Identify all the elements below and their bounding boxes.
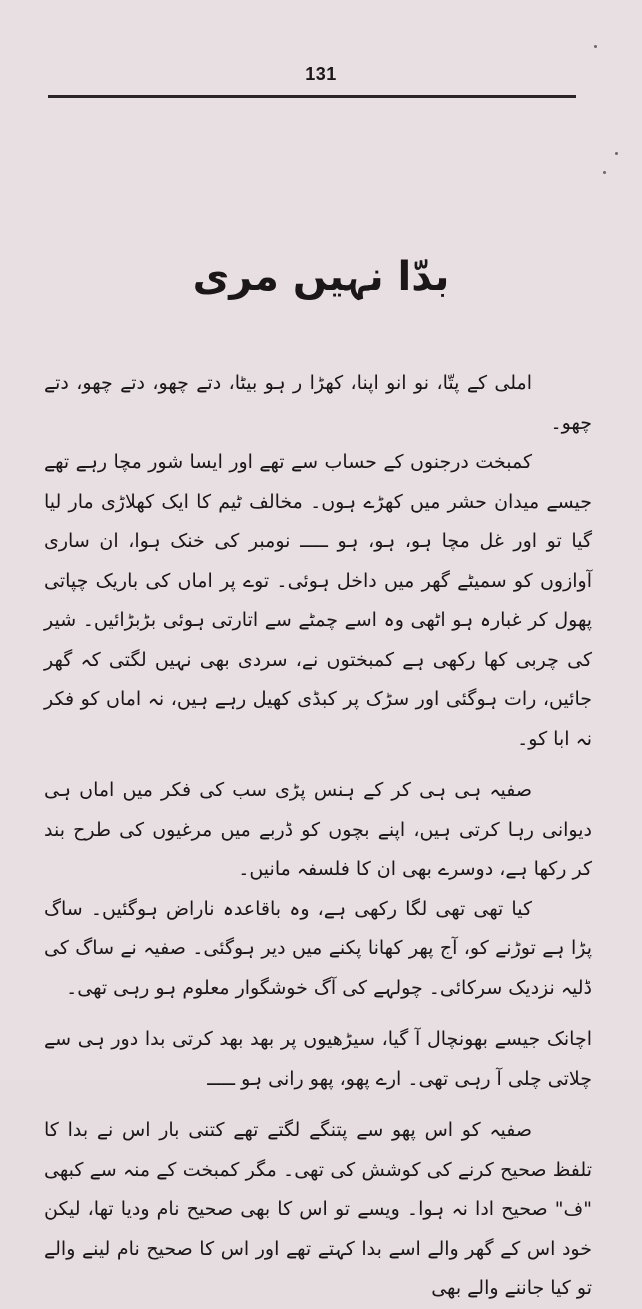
paragraph: صفیہ ہی ہی کر کے ہنس پڑی سب کی فکر میں اماں ہی دیوانی رہا کرتی ہیں، اپنے بچوں کو ڈربے میں مرغیوں کی طرح بند کر رکھا ہے، دوسرے بھی ان کا فلسفہ مانیں۔: [44, 779, 592, 880]
body-text: [44, 364, 592, 1309]
paragraph: املی کے پتّا، نو انو اپنا، کھڑا ر ہو بیٹا، دتے چھو، دتے چھو، دتے چھو۔: [44, 372, 592, 434]
paragraph: صفیہ کو اس پھو سے پتنگے لگتے تھے کتنی بار اس نے بدا کا تلفظ صحیح کرنے کی کوشش کی تھی۔ مگر کمبخت کے منہ سے کبھی "ف" صحیح ادا نہ ہوا۔ ویسے تو اس کا بھی صحیح نام ودیا تھا، لیکن خود اس کے گھر والے اسے بدا کہتے تھے اور اس کا صحیح نام لینے والے تو کیا جاننے والے بھی: [44, 1119, 592, 1299]
header-rule: [48, 95, 576, 98]
page-number: 131: [305, 64, 337, 84]
paper-speck: [594, 45, 597, 48]
chapter-title: بدّا نہیں مری: [192, 254, 450, 300]
paper-speck: [603, 171, 606, 174]
paragraph: کیا تھی تھی لگا رکھی ہے، وہ باقاعدہ ناراض ہوگئیں۔ ساگ پڑا ہے توڑنے کو، آج پھر کھانا پکنے میں دیر ہوگئی۔ صفیہ نے ساگ کی ڈلیہ نزدیک سرکائی۔ چولہے کی آگ خوشگوار معلوم ہو رہی تھی۔: [44, 897, 592, 999]
paragraph: کمبخت درجنوں کے حساب سے تھے اور ایسا شور مچا رہے تھے جیسے میدان حشر میں کھڑے ہوں۔ مخالف ٹیم کا ایک کھلاڑی مار لیا گیا تو اور غل مچا ہو، ہو، ہو ـــــ نومبر کی خنک ہوا، ان ساری آوازوں کو سمیٹے گھر میں داخل ہوئی۔ توے پر اماں کی باریک چپاتی پھول کر غبارہ ہو اٹھی وہ اسے چمٹے سے اتارتی ہوئی بڑبڑائیں۔ شیر کی چربی کھا رکھی ہے کمبختوں نے، سردی بھی نہیں لگتی کہ گھر جائیں، رات ہوگئی اور سڑک پر کبڈی کھیل رہے ہیں، نہ اماں کو فکر نہ ابا کو۔: [44, 451, 592, 750]
paragraph: اچانک جیسے بھونچال آ گیا، سیڑھیوں پر بھد بھد کرتی بدا دور ہی سے چلاتی چلی آ رہی تھی۔ ارے پھو، پھو رانی ہو ـــــ: [44, 1028, 592, 1090]
paper-speck: [615, 152, 618, 155]
